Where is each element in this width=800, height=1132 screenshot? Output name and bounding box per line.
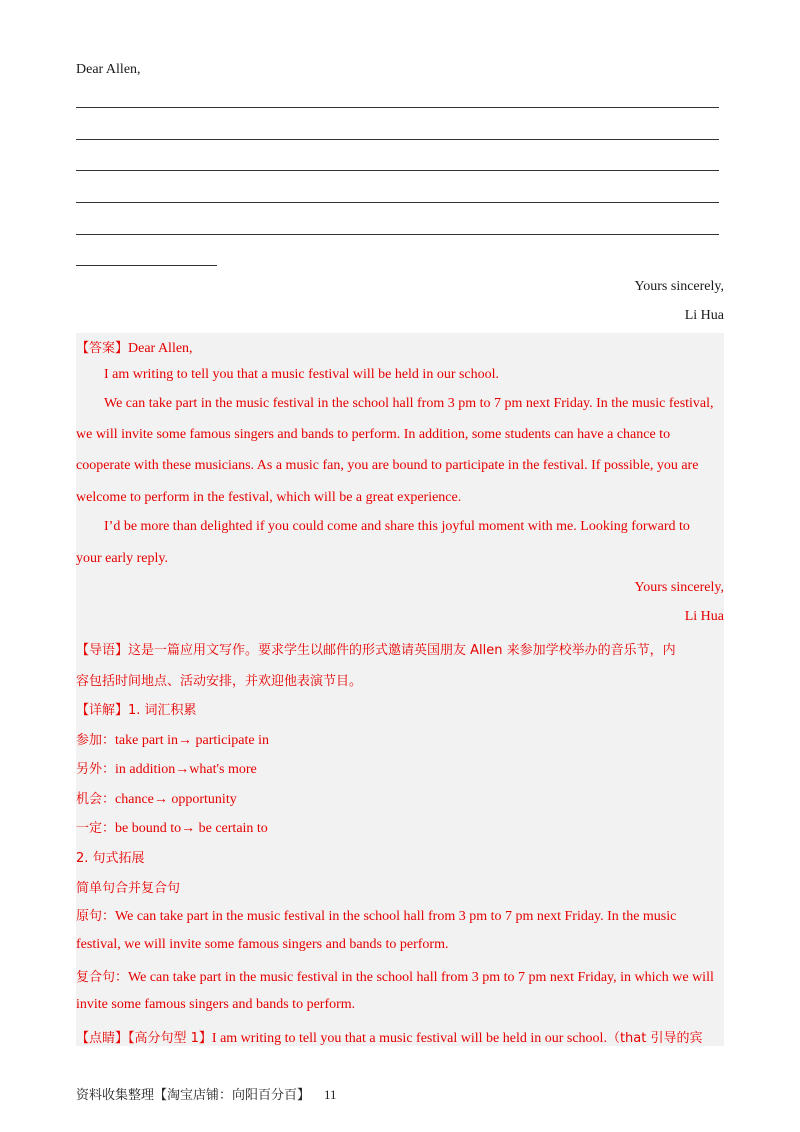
guide-line-1: 【导语】这是一篇应用文写作。要求学生以邮件的形式邀请英国朋友 Allen 来参加学校举办的音乐节，内: [76, 643, 676, 658]
answer-paragraph-2-line-4: welcome to perform in the festival, which will be a great experience.: [76, 490, 462, 505]
highlight-note: （that 引导的宾: [606, 1031, 703, 1046]
writing-line-6: [76, 265, 217, 266]
writing-line-5: [76, 234, 719, 235]
answer-paragraph-3-line-1: I’d be more than delighted if you could come and share this joyful moment with me. Looking forward to: [104, 519, 690, 534]
writing-line-4: [76, 202, 719, 203]
footer-source: 资料收集整理【淘宝店铺：向阳百分百】: [76, 1088, 311, 1103]
answer-closing: Yours sincerely,: [634, 580, 724, 595]
writing-line-1: [76, 107, 719, 108]
letter-salutation: Dear Allen,: [76, 62, 141, 77]
answer-paragraph-1: I am writing to tell you that a music festival will be held in our school.: [104, 367, 500, 382]
highlight-tag: 【点睛】【高分句型 1】: [76, 1031, 212, 1046]
original-sentence-line-2: festival, we will invite some famous singers and bands to perform.: [76, 937, 449, 952]
page-number: 11: [324, 1087, 337, 1102]
detail-section-2: 2. 句式拓展: [76, 851, 145, 866]
vocab-item: 机会：chance→ opportunity: [76, 792, 237, 807]
answer-heading: [76, 337, 193, 357]
vocab-item: 一定：be bound to→ be certain to: [76, 821, 268, 836]
detail-heading: 【详解】1. 词汇积累: [76, 703, 197, 718]
original-sentence-line-1: 原句：We can take part in the music festival in the school hall from 3 pm to 7 pm next Friday. In the music: [76, 909, 677, 924]
answer-paragraph-3-line-2: your early reply.: [76, 551, 168, 566]
highlight-line: [76, 1027, 703, 1047]
answer-salutation: Dear Allen,: [128, 341, 193, 356]
highlight-text: I am writing to tell you that a music festival will be held in our school.: [211, 1031, 607, 1046]
complex-sentence-line-2: invite some famous singers and bands to perform.: [76, 997, 356, 1012]
answer-tag: 【答案】: [76, 341, 129, 356]
answer-signature: Li Hua: [684, 609, 724, 624]
letter-signature: Li Hua: [684, 308, 724, 323]
complex-sentence-line-1: 复合句：We can take part in the music festival in the school hall from 3 pm to 7 pm next Friday, in which we will: [76, 970, 714, 985]
detail-subheading: 简单句合并复合句: [76, 881, 181, 896]
writing-line-3: [76, 170, 719, 171]
guide-line-2: 容包括时间地点、活动安排，并欢迎他表演节目。: [76, 674, 363, 689]
letter-closing: Yours sincerely,: [634, 279, 724, 294]
answer-paragraph-2-line-2: we will invite some famous singers and bands to perform. In addition, some students can have a chance to: [76, 427, 671, 442]
vocab-item: 参加：take part in→ participate in: [76, 733, 269, 748]
writing-line-2: [76, 139, 719, 140]
page-footer: [76, 1084, 337, 1103]
vocab-item: 另外：in addition→what's more: [76, 762, 257, 777]
answer-paragraph-2-line-3: cooperate with these musicians. As a music fan, you are bound to participate in the festival. If possible, you are: [76, 458, 699, 473]
answer-paragraph-2-line-1: We can take part in the music festival in the school hall from 3 pm to 7 pm next Friday. In the music festival,: [104, 396, 714, 411]
